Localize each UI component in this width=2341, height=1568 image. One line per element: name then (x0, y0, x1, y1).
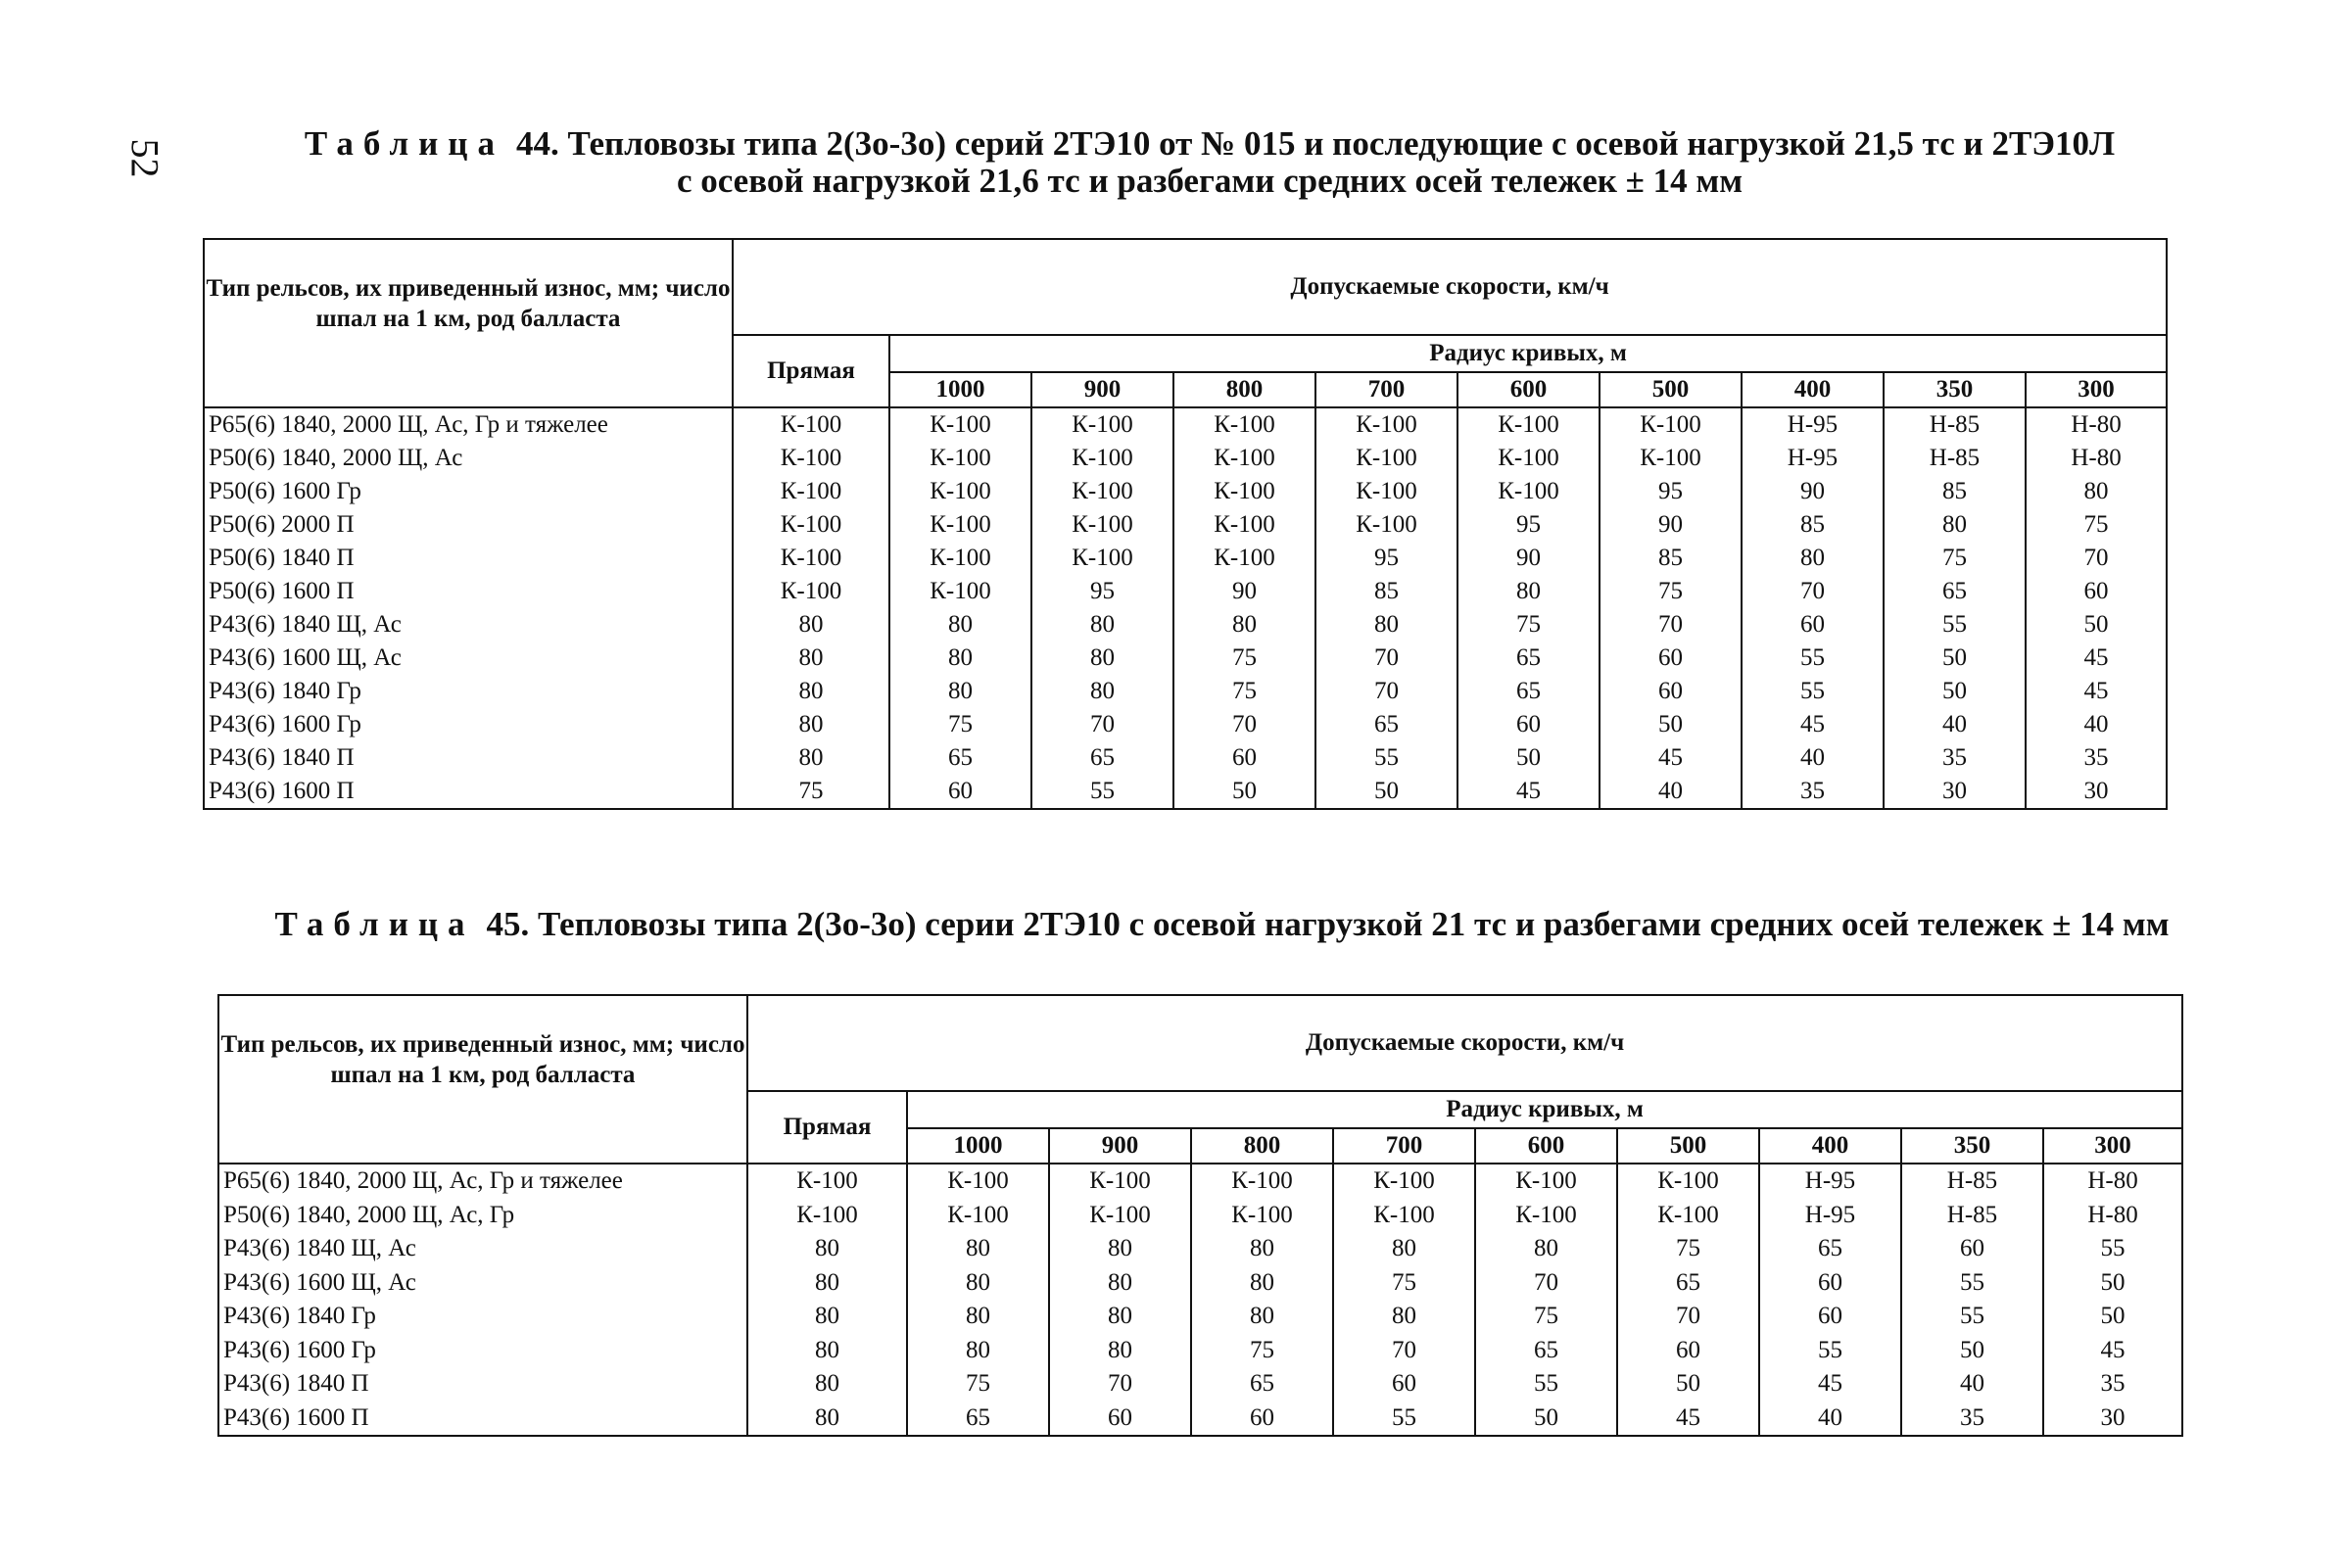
speed-cell: 60 (1049, 1402, 1191, 1437)
speed-cell: 65 (1457, 675, 1600, 708)
radius-header-cell: 500 (1617, 1128, 1759, 1164)
speed-cell: К-100 (1315, 407, 1457, 442)
table-row (204, 708, 2167, 741)
speed-cell: 95 (1457, 508, 1600, 542)
speed-cell: К-100 (1333, 1164, 1475, 1199)
table-row (218, 1334, 2182, 1368)
speed-cell: 55 (2043, 1232, 2182, 1266)
speed-cell: 60 (889, 775, 1031, 809)
speed-cell: К-100 (747, 1164, 907, 1199)
speed-cell: К-100 (889, 407, 1031, 442)
speed-cell: К-100 (1457, 407, 1600, 442)
speed-cell: 65 (889, 741, 1031, 775)
speed-cell: 85 (1315, 575, 1457, 608)
speed-cell: 45 (1742, 708, 1884, 741)
speed-cell: К-100 (1049, 1199, 1191, 1233)
speed-cell: К-100 (889, 575, 1031, 608)
radius-header-cell: 800 (1173, 372, 1315, 407)
speed-cell: К-100 (1457, 442, 1600, 475)
rail-type-cell: Р50(6) 1600 Гр (204, 475, 733, 508)
speed-cell: К-100 (733, 542, 889, 575)
speed-cell: 75 (1457, 608, 1600, 641)
speed-cell: 80 (1173, 608, 1315, 641)
speed-cell: 80 (747, 1232, 907, 1266)
speed-cell: 50 (1475, 1402, 1617, 1437)
speed-cell: 80 (889, 641, 1031, 675)
speed-cell: 55 (1475, 1367, 1617, 1402)
speeds-header: Допускаемые скорости, км/ч (747, 995, 2182, 1091)
speed-cell: 55 (1742, 641, 1884, 675)
speed-cell: Н-85 (1901, 1199, 2043, 1233)
speed-cell: 80 (1475, 1232, 1617, 1266)
speed-cell: 65 (1315, 708, 1457, 741)
speed-cell: 80 (733, 675, 889, 708)
rail-type-cell: Р50(6) 2000 П (204, 508, 733, 542)
speed-cell: К-100 (889, 542, 1031, 575)
speed-cell: 80 (1049, 1300, 1191, 1334)
radius-header-cell: 600 (1457, 372, 1600, 407)
speed-cell: К-100 (1191, 1164, 1333, 1199)
speed-cell: 75 (907, 1367, 1049, 1402)
speed-cell: 80 (1742, 542, 1884, 575)
table-44-caption-word: Таблица (304, 124, 504, 163)
speed-cell: 65 (1457, 641, 1600, 675)
speed-cell: 80 (907, 1334, 1049, 1368)
speed-cell: 80 (1333, 1232, 1475, 1266)
table-row (204, 542, 2167, 575)
speed-cell: 80 (733, 708, 889, 741)
speed-cell: 30 (1884, 775, 2026, 809)
speed-cell: К-100 (907, 1164, 1049, 1199)
speed-cell: 45 (1617, 1402, 1759, 1437)
table-row (218, 1367, 2182, 1402)
speed-cell: Н-95 (1759, 1199, 1901, 1233)
speed-cell: К-100 (1191, 1199, 1333, 1233)
speed-cell: Н-80 (2026, 442, 2167, 475)
speed-cell: К-100 (1173, 542, 1315, 575)
speed-cell: 80 (907, 1300, 1049, 1334)
speed-cell: 80 (907, 1232, 1049, 1266)
speed-cell: 80 (733, 641, 889, 675)
table-45 (217, 994, 2183, 1437)
speed-cell: 40 (1901, 1367, 2043, 1402)
speed-cell: К-100 (733, 442, 889, 475)
speed-cell: 95 (1315, 542, 1457, 575)
radius-header-cell: 600 (1475, 1128, 1617, 1164)
table-row (204, 741, 2167, 775)
speed-cell: 95 (1031, 575, 1173, 608)
speed-cell: 40 (2026, 708, 2167, 741)
speed-cell: 65 (1617, 1266, 1759, 1301)
speed-cell: 50 (1884, 641, 2026, 675)
speed-cell: 80 (747, 1334, 907, 1368)
radius-header-cell: 1000 (907, 1128, 1049, 1164)
speed-cell: К-100 (1475, 1164, 1617, 1199)
speed-cell: 50 (1600, 708, 1742, 741)
speed-cell: 85 (1884, 475, 2026, 508)
speed-cell: К-100 (733, 407, 889, 442)
speed-cell: 70 (1475, 1266, 1617, 1301)
table-row (218, 1266, 2182, 1301)
speed-cell: К-100 (889, 508, 1031, 542)
speed-cell: 60 (1901, 1232, 2043, 1266)
speed-cell: 30 (2026, 775, 2167, 809)
speed-cell: 65 (1191, 1367, 1333, 1402)
speeds-header: Допускаемые скорости, км/ч (733, 239, 2167, 335)
rail-type-cell: Р50(6) 1840, 2000 Щ, Ас, Гр (218, 1199, 747, 1233)
speed-cell: 80 (1333, 1300, 1475, 1334)
radius-header: Радиус кривых, м (889, 335, 2167, 372)
rail-type-cell: Р43(6) 1600 Гр (204, 708, 733, 741)
speed-cell: К-100 (1031, 508, 1173, 542)
radius-header-cell: 800 (1191, 1128, 1333, 1164)
speed-cell: Н-80 (2043, 1164, 2182, 1199)
speed-cell: 80 (1031, 675, 1173, 708)
speed-cell: 80 (1191, 1266, 1333, 1301)
speed-cell: 75 (1173, 675, 1315, 708)
table-row (204, 442, 2167, 475)
speed-cell: 55 (1901, 1266, 2043, 1301)
straight-header: Прямая (747, 1091, 907, 1164)
speed-cell: 75 (889, 708, 1031, 741)
speed-cell: 70 (1315, 641, 1457, 675)
rail-type-cell: Р50(6) 1840, 2000 Щ, Ас (204, 442, 733, 475)
radius-header-cell: 1000 (889, 372, 1031, 407)
speed-cell: 50 (1457, 741, 1600, 775)
table-row (204, 641, 2167, 675)
speed-cell: К-100 (1173, 475, 1315, 508)
speed-cell: 75 (1884, 542, 2026, 575)
speed-cell: 70 (1049, 1367, 1191, 1402)
speed-cell: 45 (2026, 675, 2167, 708)
speed-cell: 60 (1333, 1367, 1475, 1402)
rail-type-cell: Р43(6) 1840 Гр (204, 675, 733, 708)
radius-header-cell: 350 (1884, 372, 2026, 407)
speed-cell: Н-85 (1901, 1164, 2043, 1199)
radius-header-cell: 300 (2043, 1128, 2182, 1164)
table-44-caption (255, 125, 2165, 200)
speed-cell: К-100 (1475, 1199, 1617, 1233)
speed-cell: 75 (1191, 1334, 1333, 1368)
speed-cell: 35 (2026, 741, 2167, 775)
speed-cell: 70 (1315, 675, 1457, 708)
speed-cell: 90 (1457, 542, 1600, 575)
speed-cell: 80 (1457, 575, 1600, 608)
rail-type-cell: Р43(6) 1600 Щ, Ас (204, 641, 733, 675)
speed-cell: 80 (747, 1300, 907, 1334)
rail-type-cell: Р43(6) 1600 Щ, Ас (218, 1266, 747, 1301)
speed-cell: 80 (1884, 508, 2026, 542)
radius-header-cell: 900 (1049, 1128, 1191, 1164)
speed-cell: К-100 (1031, 407, 1173, 442)
speed-cell: 55 (1884, 608, 2026, 641)
speed-cell: К-100 (733, 575, 889, 608)
rail-type-cell: Р43(6) 1840 Гр (218, 1300, 747, 1334)
speed-cell: К-100 (1600, 442, 1742, 475)
speed-cell: 80 (733, 741, 889, 775)
speed-cell: 90 (1173, 575, 1315, 608)
speed-cell: 45 (2026, 641, 2167, 675)
speed-cell: К-100 (1457, 475, 1600, 508)
speed-cell: К-100 (733, 475, 889, 508)
speed-cell: 40 (1759, 1402, 1901, 1437)
speed-cell: 80 (1191, 1300, 1333, 1334)
speed-cell: 60 (1617, 1334, 1759, 1368)
speed-cell: 80 (747, 1266, 907, 1301)
radius-header-cell: 350 (1901, 1128, 2043, 1164)
speed-cell: 80 (1031, 641, 1173, 675)
speed-cell: Н-85 (1884, 407, 2026, 442)
speed-cell: 60 (1600, 641, 1742, 675)
speed-cell: 70 (1031, 708, 1173, 741)
table-row (218, 1232, 2182, 1266)
speed-cell: К-100 (747, 1199, 907, 1233)
rail-type-cell: Р43(6) 1600 Гр (218, 1334, 747, 1368)
speed-cell: К-100 (1315, 475, 1457, 508)
table-44-caption-line1 (255, 125, 2165, 163)
table-row (218, 1402, 2182, 1437)
radius-header-cell: 700 (1333, 1128, 1475, 1164)
table-row (204, 775, 2167, 809)
table-45-caption-word: Таблица (274, 905, 475, 943)
speed-cell: К-100 (1173, 407, 1315, 442)
speed-cell: 80 (747, 1402, 907, 1437)
speed-cell: К-100 (1315, 442, 1457, 475)
table-row (218, 1199, 2182, 1233)
speed-cell: К-100 (1049, 1164, 1191, 1199)
speed-cell: 85 (1600, 542, 1742, 575)
speed-cell: 80 (889, 675, 1031, 708)
speed-cell: 60 (1457, 708, 1600, 741)
speed-cell: К-100 (1173, 508, 1315, 542)
speed-cell: 65 (1884, 575, 2026, 608)
speed-cell: 65 (907, 1402, 1049, 1437)
speed-cell: 60 (1173, 741, 1315, 775)
table-44-body (204, 407, 2167, 809)
speed-cell: 65 (1759, 1232, 1901, 1266)
speed-cell: К-100 (1617, 1164, 1759, 1199)
speed-cell: Н-80 (2043, 1199, 2182, 1233)
radius-header-cell: 500 (1600, 372, 1742, 407)
speed-cell: К-100 (1031, 542, 1173, 575)
speed-cell: 45 (1600, 741, 1742, 775)
speed-cell: 45 (1759, 1367, 1901, 1402)
speed-cell: 85 (1742, 508, 1884, 542)
speed-cell: К-100 (1031, 475, 1173, 508)
rail-type-cell: Р43(6) 1600 П (218, 1402, 747, 1437)
table-row (204, 608, 2167, 641)
radius-header-cell: 400 (1742, 372, 1884, 407)
straight-header: Прямая (733, 335, 889, 407)
speed-cell: 30 (2043, 1402, 2182, 1437)
speed-cell: Н-95 (1742, 442, 1884, 475)
speed-cell: 70 (2026, 542, 2167, 575)
table-row (218, 1300, 2182, 1334)
radius-header: Радиус кривых, м (907, 1091, 2182, 1128)
table-45-caption (225, 906, 2219, 943)
speed-cell: 75 (1333, 1266, 1475, 1301)
speed-cell: 65 (1475, 1334, 1617, 1368)
speed-cell: 40 (1884, 708, 2026, 741)
speed-cell: 50 (2043, 1300, 2182, 1334)
speed-cell: 65 (1031, 741, 1173, 775)
speed-cell: Н-85 (1884, 442, 2026, 475)
speed-cell: 75 (1617, 1232, 1759, 1266)
speed-cell: 55 (1901, 1300, 2043, 1334)
speed-cell: Н-95 (1742, 407, 1884, 442)
speed-cell: К-100 (1315, 508, 1457, 542)
speed-cell: К-100 (889, 442, 1031, 475)
speed-cell: 90 (1742, 475, 1884, 508)
speed-cell: 45 (1457, 775, 1600, 809)
rail-type-cell: Р65(6) 1840, 2000 Щ, Ас, Гр и тяжелее (218, 1164, 747, 1199)
table-44 (203, 238, 2168, 810)
speed-cell: 75 (1173, 641, 1315, 675)
speed-cell: К-100 (907, 1199, 1049, 1233)
speed-cell: 90 (1600, 508, 1742, 542)
table-45-caption-line1 (225, 906, 2219, 943)
speed-cell: 55 (1742, 675, 1884, 708)
page-number: 52 (122, 138, 167, 178)
row-header-label: Тип рельсов, их приведенный износ, мм; число шпал на 1 км, род балласта (204, 239, 733, 407)
speed-cell: 70 (1742, 575, 1884, 608)
speed-cell: 80 (1031, 608, 1173, 641)
row-header-label: Тип рельсов, их приведенный износ, мм; число шпал на 1 км, род балласта (218, 995, 747, 1164)
speed-cell: 50 (2043, 1266, 2182, 1301)
speed-cell: К-100 (1173, 442, 1315, 475)
rail-type-cell: Р43(6) 1840 П (218, 1367, 747, 1402)
speed-cell: 40 (1742, 741, 1884, 775)
speed-cell: 75 (1475, 1300, 1617, 1334)
rail-type-cell: Р65(6) 1840, 2000 Щ, Ас, Гр и тяжелее (204, 407, 733, 442)
radius-header-cell: 700 (1315, 372, 1457, 407)
speed-cell: 70 (1333, 1334, 1475, 1368)
table-row (204, 407, 2167, 442)
radius-header-cell: 400 (1759, 1128, 1901, 1164)
speed-cell: 55 (1315, 741, 1457, 775)
speed-cell: К-100 (889, 475, 1031, 508)
speed-cell: 80 (907, 1266, 1049, 1301)
rail-type-cell: Р43(6) 1600 П (204, 775, 733, 809)
speed-cell: К-100 (1617, 1199, 1759, 1233)
table-45-caption-text: 45. Тепловозы типа 2(3о-3о) серии 2ТЭ10 с осевой нагрузкой 21 тс и разбегами средних осей тележек ± 14 мм (486, 905, 2170, 943)
rail-type-cell: Р50(6) 1600 П (204, 575, 733, 608)
speed-cell: Н-80 (2026, 407, 2167, 442)
speed-cell: 75 (2026, 508, 2167, 542)
speed-cell: 35 (1742, 775, 1884, 809)
speed-cell: 35 (1884, 741, 2026, 775)
speed-cell: 80 (747, 1367, 907, 1402)
speed-cell: 80 (1191, 1232, 1333, 1266)
speed-cell: 60 (1759, 1266, 1901, 1301)
radius-header-cell: 300 (2026, 372, 2167, 407)
speed-cell: 80 (889, 608, 1031, 641)
speed-cell: 55 (1333, 1402, 1475, 1437)
speed-cell: 70 (1173, 708, 1315, 741)
speed-cell: 50 (1315, 775, 1457, 809)
rail-type-cell: Р43(6) 1840 Щ, Ас (204, 608, 733, 641)
speed-cell: 75 (733, 775, 889, 809)
rail-type-cell: Р50(6) 1840 П (204, 542, 733, 575)
speed-cell: 50 (1884, 675, 2026, 708)
speed-cell: Н-95 (1759, 1164, 1901, 1199)
table-row (204, 508, 2167, 542)
speed-cell: 50 (1173, 775, 1315, 809)
table-45-body (218, 1164, 2182, 1436)
speed-cell: 60 (1759, 1300, 1901, 1334)
speed-cell: 45 (2043, 1334, 2182, 1368)
speed-cell: К-100 (1333, 1199, 1475, 1233)
speed-cell: 80 (1049, 1334, 1191, 1368)
speed-cell: 70 (1617, 1300, 1759, 1334)
speed-cell: 55 (1759, 1334, 1901, 1368)
rail-type-cell: Р43(6) 1840 Щ, Ас (218, 1232, 747, 1266)
table-44-caption-text: 44. Тепловозы типа 2(3о-3о) серий 2ТЭ10 от № 015 и последующие с осевой нагрузкой 21,5 тс и 2ТЭ10Л (515, 124, 2116, 163)
speed-cell: К-100 (1031, 442, 1173, 475)
speed-cell: 80 (733, 608, 889, 641)
speed-cell: 55 (1031, 775, 1173, 809)
speed-cell: 40 (1600, 775, 1742, 809)
speed-cell: 80 (1315, 608, 1457, 641)
speed-cell: 50 (1901, 1334, 2043, 1368)
radius-header-cell: 900 (1031, 372, 1173, 407)
speed-cell: 60 (2026, 575, 2167, 608)
table-row (204, 575, 2167, 608)
speed-cell: К-100 (733, 508, 889, 542)
table-44-caption-line2: с осевой нагрузкой 21,6 тс и разбегами средних осей тележек ± 14 мм (676, 162, 1744, 200)
table-row (218, 1164, 2182, 1199)
speed-cell: 35 (2043, 1367, 2182, 1402)
speed-cell: 80 (1049, 1232, 1191, 1266)
speed-cell: 80 (2026, 475, 2167, 508)
table-row (204, 675, 2167, 708)
speed-cell: 35 (1901, 1402, 2043, 1437)
speed-cell: 70 (1600, 608, 1742, 641)
rail-type-cell: Р43(6) 1840 П (204, 741, 733, 775)
speed-cell: 60 (1191, 1402, 1333, 1437)
speed-cell: 60 (1742, 608, 1884, 641)
speed-cell: К-100 (1600, 407, 1742, 442)
speed-cell: 95 (1600, 475, 1742, 508)
speed-cell: 75 (1600, 575, 1742, 608)
speed-cell: 80 (1049, 1266, 1191, 1301)
speed-cell: 50 (1617, 1367, 1759, 1402)
speed-cell: 60 (1600, 675, 1742, 708)
table-row (204, 475, 2167, 508)
speed-cell: 50 (2026, 608, 2167, 641)
